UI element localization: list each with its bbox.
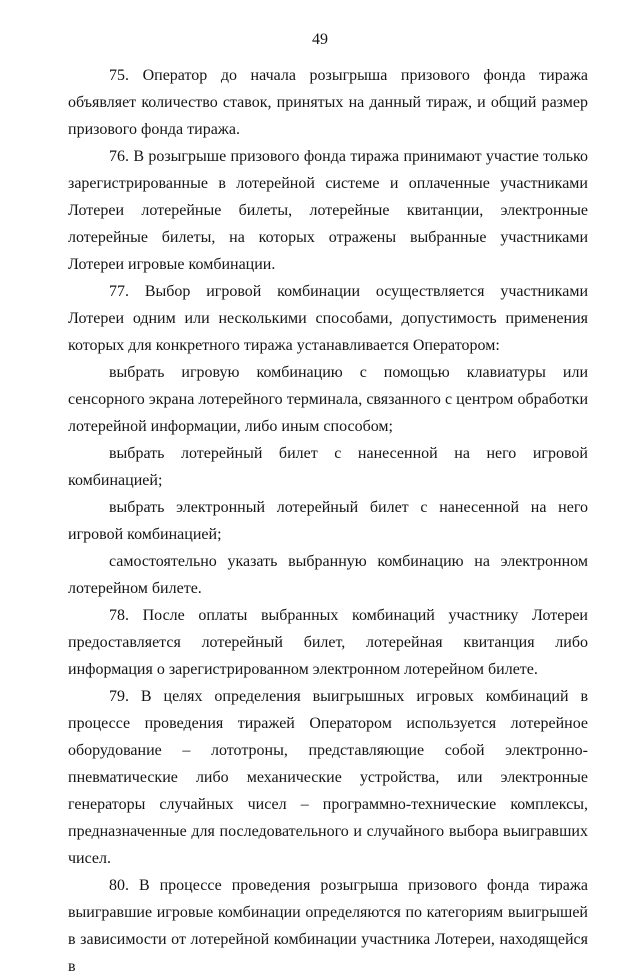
paragraph-78: 78. После оплаты выбранных комбинаций участнику Лотереи предоставляется лотерейный билет, лотерейная квитанция либо информация о зарегистрированном электронном лотерейном билете. — [68, 607, 588, 678]
document-body — [68, 62, 588, 980]
list-item-keyboard: выбрать игровую комбинацию с помощью клавиатуры или сенсорного экрана лотерейного терминала, связанного с центром обработки лотерейной информации, либо иным способом; — [68, 364, 588, 435]
paragraph-79: 79. В целях определения выигрышных игровых комбинаций в процессе проведения тиражей Оператором используется лотерейное оборудование – лототроны, представляющие собой электронно-пневматические либо механические устройства, или электронные генераторы случайных чисел – программно-технические комплексы, предназначенные для последовательного и случайного выбора выигравших чисел. — [68, 688, 588, 867]
list-item-self-select: самостоятельно указать выбранную комбинацию на электронном лотерейном билете. — [68, 553, 588, 597]
paragraph-76: 76. В розыгрыше призового фонда тиража принимают участие только зарегистрированные в лотерейной системе и оплаченные участниками Лотереи лотерейные билеты, лотерейные квитанции, электронные лотерейные билеты, на которых отражены выбранные участниками Лотереи игровые комбинации. — [68, 148, 588, 273]
page-number: 49 — [312, 31, 328, 48]
list-item-electronic-ticket: выбрать электронный лотерейный билет с нанесенной на него игровой комбинацией; — [68, 499, 588, 543]
paragraph-80: 80. В процессе проведения розыгрыша призового фонда тиража выигравшие игровые комбинации определяются по категориям выигрышей в зависимости от лотерейной комбинации участника Лотереи, находящейся в — [68, 877, 588, 975]
paragraph-77: 77. Выбор игровой комбинации осуществляется участниками Лотереи одним или несколькими способами, допустимость применения которых для конкретного тиража устанавливается Оператором: — [68, 283, 588, 354]
list-item-ticket: выбрать лотерейный билет с нанесенной на него игровой комбинацией; — [68, 445, 588, 489]
paragraph-75: 75. Оператор до начала розыгрыша призового фонда тиража объявляет количество ставок, принятых на данный тираж, и общий размер призового фонда тиража. — [68, 67, 588, 138]
